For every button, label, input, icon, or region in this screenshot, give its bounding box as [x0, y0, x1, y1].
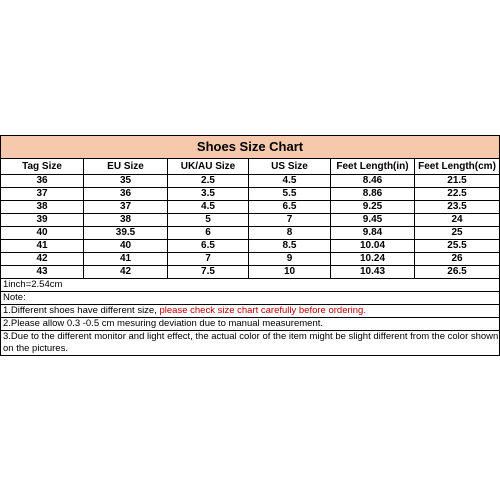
- note-2: 2.Please allow 0.3 -0.5 cm mesuring deviation due to manual measurement.: [1, 318, 500, 331]
- note-1: [1, 305, 500, 318]
- table-cell: 37: [84, 201, 168, 214]
- table-row: [1, 214, 500, 227]
- table-cell: 8: [249, 227, 331, 240]
- table-cell: 25: [415, 227, 500, 240]
- table-cell: 41: [84, 253, 168, 266]
- header-us-size: US Size: [249, 159, 331, 175]
- chart-title: Shoes Size Chart: [1, 136, 500, 159]
- table-row: [1, 227, 500, 240]
- table-cell: 9.84: [331, 227, 415, 240]
- table-cell: 7.5: [168, 266, 249, 279]
- table-cell: 36: [84, 188, 168, 201]
- table-cell: 8.46: [331, 175, 415, 188]
- table-cell: 40: [1, 227, 84, 240]
- table-cell: 42: [1, 253, 84, 266]
- table-cell: 24: [415, 214, 500, 227]
- size-table: [0, 135, 500, 356]
- header-uk-au-size: UK/AU Size: [168, 159, 249, 175]
- table-cell: 9: [249, 253, 331, 266]
- table-cell: 4.5: [249, 175, 331, 188]
- table-cell: 3.5: [168, 188, 249, 201]
- table-row: [1, 201, 500, 214]
- table-row: [1, 240, 500, 253]
- table-cell: 10.24: [331, 253, 415, 266]
- table-cell: 5: [168, 214, 249, 227]
- table-cell: 41: [1, 240, 84, 253]
- table-cell: 8.86: [331, 188, 415, 201]
- table-cell: 9.25: [331, 201, 415, 214]
- header-feet-length-in: Feet Length(in): [331, 159, 415, 175]
- header-feet-length-cm: Feet Length(cm): [415, 159, 500, 175]
- table-cell: 4.5: [168, 201, 249, 214]
- table-cell: 6.5: [168, 240, 249, 253]
- header-tag-size: Tag Size: [1, 159, 84, 175]
- table-cell: 25.5: [415, 240, 500, 253]
- note-1-highlight: please check size chart carefully before ordering.: [159, 305, 366, 316]
- table-cell: 35: [84, 175, 168, 188]
- table-cell: 7: [249, 214, 331, 227]
- table-cell: 38: [84, 214, 168, 227]
- header-row: [1, 159, 500, 175]
- table-row: [1, 175, 500, 188]
- table-cell: 6.5: [249, 201, 331, 214]
- conversion-note: 1inch=2.54cm: [1, 279, 500, 292]
- table-row: [1, 253, 500, 266]
- table-cell: 22.5: [415, 188, 500, 201]
- table-cell: 42: [84, 266, 168, 279]
- table-cell: 39: [1, 214, 84, 227]
- table-cell: 6: [168, 227, 249, 240]
- table-cell: 2.5: [168, 175, 249, 188]
- note-label: Note:: [1, 292, 500, 305]
- table-cell: 10.43: [331, 266, 415, 279]
- table-cell: 10: [249, 266, 331, 279]
- table-row: [1, 266, 500, 279]
- size-chart: [0, 135, 500, 356]
- table-row: [1, 188, 500, 201]
- table-cell: 10.04: [331, 240, 415, 253]
- table-cell: 7: [168, 253, 249, 266]
- table-cell: 39.5: [84, 227, 168, 240]
- table-cell: 23.5: [415, 201, 500, 214]
- table-cell: 37: [1, 188, 84, 201]
- table-cell: 21.5: [415, 175, 500, 188]
- table-cell: 26.5: [415, 266, 500, 279]
- table-cell: 38: [1, 201, 84, 214]
- table-cell: 43: [1, 266, 84, 279]
- notes: [1, 279, 500, 356]
- table-cell: 40: [84, 240, 168, 253]
- table-cell: 36: [1, 175, 84, 188]
- size-rows: [1, 175, 500, 279]
- table-cell: 8.5: [249, 240, 331, 253]
- table-cell: 5.5: [249, 188, 331, 201]
- table-cell: 9.45: [331, 214, 415, 227]
- header-eu-size: EU Size: [84, 159, 168, 175]
- note-3: 3.Due to the different monitor and light effect, the actual color of the item might be slight different from the color shown on the pictures.: [1, 331, 500, 356]
- table-cell: 26: [415, 253, 500, 266]
- note-1-text: 1.Different shoes have different size,: [3, 305, 160, 316]
